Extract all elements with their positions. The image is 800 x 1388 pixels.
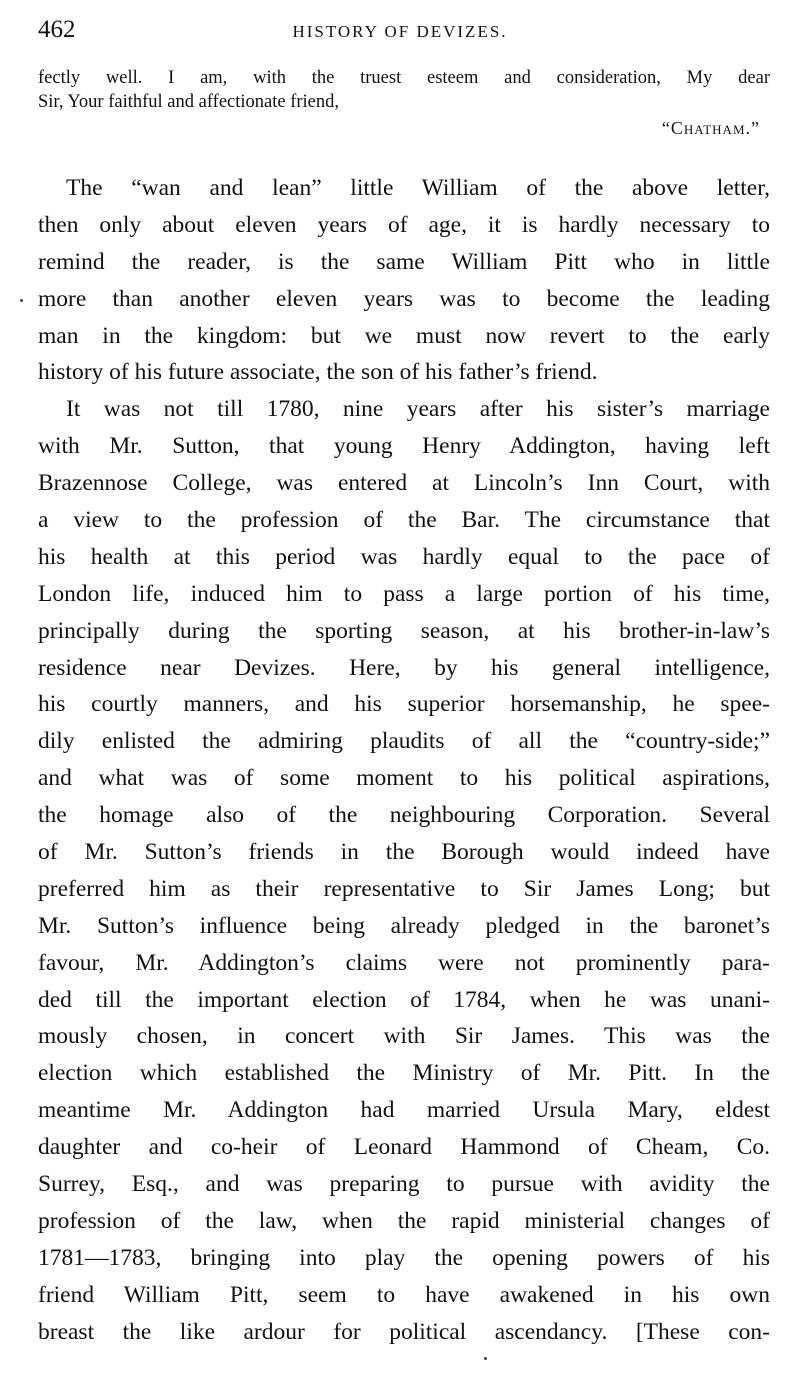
text-line: profession of the law, when the rapid ministerial changes of [38,1207,770,1234]
text-line: breast the like ardour for political ascendancy. [These con- [38,1318,770,1345]
scan-speck [484,1357,487,1360]
text-line: London life, induced him to pass a large portion of his time, [38,580,770,607]
text-line: more than another eleven years was to become the leading [38,285,770,312]
text-line: meantime Mr. Addington had married Ursula Mary, eldest [38,1097,770,1124]
text-line: the homage also of the neighbouring Corporation. Several [38,802,770,829]
text-line: 1781—1783, bringing into play the opening powers of his [38,1244,770,1271]
text-line: man in the kingdom: but we must now revert to the early [38,322,770,349]
text-line: mously chosen, in concert with Sir James. This was the [38,1023,770,1050]
text-line: with Mr. Sutton, that young Henry Addington, having left [38,433,770,460]
text-line: residence near Devizes. Here, by his general intelligence, [38,654,770,681]
text-line: his courtly manners, and his superior horsemanship, he spee- [38,691,770,718]
text-line: preferred him as their representative to Sir James Long; but [38,875,770,902]
text-line: his health at this period was hardly equal to the pace of [38,543,770,570]
text-line: ded till the important election of 1784, when he was unani- [38,986,770,1013]
text-line: principally during the sporting season, at his brother-in-law’s [38,617,770,644]
text-line: The “wan and lean” little William of the above letter, [66,175,770,201]
scan-speck [20,299,23,302]
text-line: election which established the Ministry of Mr. Pitt. In the [38,1060,770,1087]
text-line: history of his future associate, the son of his father’s friend. [38,359,598,386]
text-line: dily enlisted the admiring plaudits of all the “country-side;” [38,728,770,755]
letter-line: fectly well. I am, with the truest esteem and consideration, My dear [38,68,770,88]
letter-signature: “Chatham.” [661,118,760,138]
text-line: Mr. Sutton’s influence being already pledged in the baronet’s [38,912,770,939]
text-line: friend William Pitt, seem to have awakened in his own [38,1281,770,1308]
text-line: favour, Mr. Addington’s claims were not prominently para- [38,949,770,976]
text-line: Brazennose College, was entered at Lincoln’s Inn Court, with [38,470,770,497]
text-line: It was not till 1780, nine years after his sister’s marriage [66,396,770,423]
text-line: remind the reader, is the same William Pitt who in little [38,248,770,275]
text-line: daughter and co-heir of Leonard Hammond of Cheam, Co. [38,1134,770,1161]
text-line: a view to the profession of the Bar. The circumstance that [38,507,770,534]
text-line: then only about eleven years of age, it is hardly necessary to [38,211,770,238]
text-line: and what was of some moment to his political aspirations, [38,765,770,792]
text-line: Surrey, Esq., and was preparing to pursue with avidity the [38,1171,770,1198]
running-title: HISTORY OF DEVIZES. [292,22,508,41]
page-number: 462 [38,16,76,43]
letter-line: Sir, Your faithful and affectionate friend, [38,92,340,112]
text-line: of Mr. Sutton’s friends in the Borough would indeed have [38,839,770,866]
letter-closing [38,66,770,114]
body-text [38,170,770,1351]
